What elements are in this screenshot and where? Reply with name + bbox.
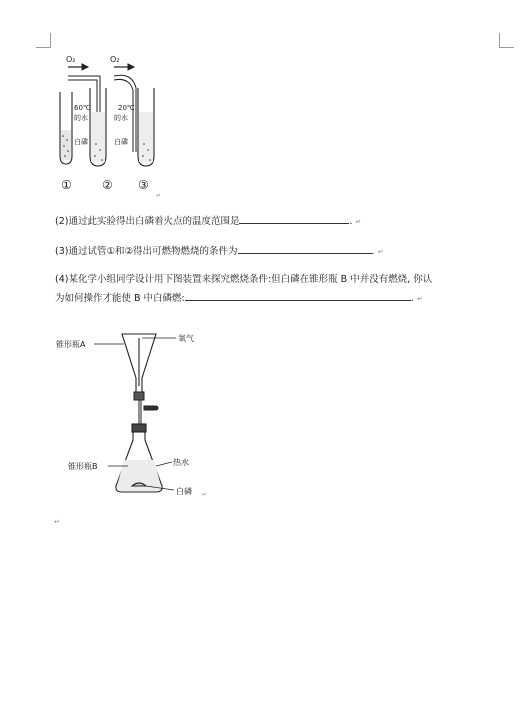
gas-arrow-2 xyxy=(114,64,134,70)
question-3 xyxy=(55,243,383,259)
question-3-end: . xyxy=(371,246,375,257)
water-label-1: 的水 xyxy=(74,114,88,122)
answer-blank-2[interactable] xyxy=(239,213,349,224)
white-phosphorus-label-1: 白磷 xyxy=(74,138,88,146)
question-4-end: . xyxy=(410,293,414,304)
paragraph-mark: ↵ xyxy=(416,295,423,303)
answer-blank-3[interactable] xyxy=(238,243,372,254)
flask-apparatus-figure xyxy=(52,326,212,498)
oxygen-label-1: O₂ xyxy=(66,55,76,64)
test-tube-2 xyxy=(90,88,106,166)
tube-number-2: ② xyxy=(102,178,113,192)
paragraph-mark: ↵ xyxy=(156,192,162,198)
question-4-text-line-2: 为如何操作才能使 B 中白磷燃: xyxy=(55,293,185,304)
oxygen-label: 氧气 xyxy=(178,334,194,343)
white-phosphorus-label-2: 白磷 xyxy=(114,138,128,146)
white-phosphorus-label: 白磷 xyxy=(176,487,192,496)
oxygen-label-2: O₂ xyxy=(110,55,120,64)
hot-water-leader xyxy=(156,462,172,466)
question-4-text-line-1: (4)某化学小组同学设计用下图装置来探究燃烧条件:但白磷在锥形瓶 B 中并没有燃烧, 你认 xyxy=(55,274,433,285)
flask-a xyxy=(122,334,156,392)
test-tube-1 xyxy=(60,92,72,164)
temp-60-label: 60℃ xyxy=(74,104,91,112)
flask-b xyxy=(116,424,162,492)
gas-arrow-1 xyxy=(68,64,88,70)
answer-blank-4[interactable] xyxy=(185,290,411,301)
temp-20-label: 20℃ xyxy=(118,104,135,112)
hot-water-label: 热水 xyxy=(173,458,189,467)
paragraph-mark: ↵ xyxy=(202,491,208,498)
flask-a-label: 锥形瓶A xyxy=(56,340,86,349)
stopcock xyxy=(134,392,158,424)
question-2-end: . xyxy=(349,216,353,227)
flask-b-label: 锥形瓶B xyxy=(68,462,98,471)
question-4-line-2 xyxy=(55,290,423,306)
question-3-text: (3)通过试管①和②得出可燃物燃烧的条件为 xyxy=(55,246,238,257)
page-corner-mark-top-left xyxy=(36,33,51,48)
tube-number-1: ① xyxy=(61,178,72,192)
question-2-text: (2)通过此实验得出白磷着火点的温度范围是 xyxy=(55,216,240,227)
paragraph-mark: ↵ xyxy=(355,218,362,226)
question-4-line-1 xyxy=(55,273,432,287)
question-2 xyxy=(55,213,361,229)
test-tube-figure xyxy=(52,52,172,198)
paragraph-mark: ↵ xyxy=(377,248,384,256)
water-label-2: 的水 xyxy=(114,114,128,122)
page-corner-mark-top-right xyxy=(499,33,514,48)
tube-number-3: ③ xyxy=(138,178,149,192)
paragraph-mark: ↵ xyxy=(54,518,60,526)
test-tube-3 xyxy=(138,88,154,166)
